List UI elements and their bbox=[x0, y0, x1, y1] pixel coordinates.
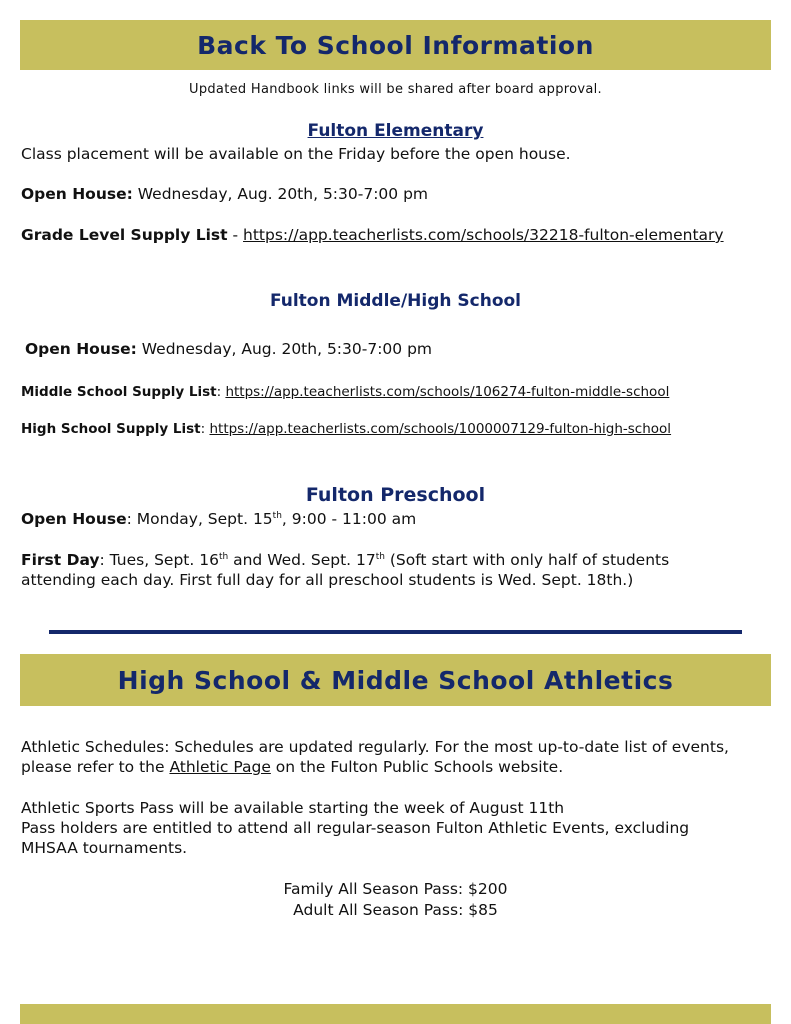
supply-list-separator: - bbox=[227, 226, 244, 244]
supply-list-label: Grade Level Supply List bbox=[21, 226, 228, 244]
first-day-date-2: and Wed. Sept. 17 bbox=[228, 551, 376, 569]
open-house-value: Wednesday, Aug. 20th, 5:30-7:00 pm bbox=[137, 185, 429, 203]
pass-line-1: Athletic Sports Pass will be available starting the week of August 11th bbox=[21, 799, 565, 817]
open-house-value: Wednesday, Aug. 20th, 5:30-7:00 pm bbox=[141, 340, 433, 358]
athletic-schedules bbox=[21, 737, 791, 777]
athletic-page-link[interactable]: Athletic Page bbox=[169, 758, 271, 776]
elementary-supply-list bbox=[21, 225, 724, 245]
first-day-label: First Day bbox=[21, 551, 100, 569]
ordinal-suffix: th bbox=[272, 510, 282, 521]
sports-pass-info bbox=[21, 798, 791, 858]
handbook-note: Updated Handbook links will be shared after board approval. bbox=[189, 82, 602, 97]
class-placement-text: Class placement will be available on the Friday before the open house. bbox=[21, 145, 571, 163]
section-title: High School & Middle School Athletics bbox=[117, 665, 674, 695]
preschool-open-house bbox=[21, 509, 416, 529]
athletics-banner bbox=[20, 654, 771, 706]
elementary-heading[interactable]: Fulton Elementary bbox=[307, 121, 484, 141]
hs-supply-separator: : bbox=[200, 421, 210, 437]
first-day-note-line2: attending each day. First full day for all preschool students is Wed. Sept. 18th.) bbox=[21, 571, 634, 589]
preschool-heading: Fulton Preschool bbox=[305, 484, 486, 506]
open-house-label: Open House bbox=[21, 510, 127, 528]
elementary-supply-link[interactable]: https://app.teacherlists.com/schools/32218-fulton-elementary bbox=[243, 226, 724, 244]
section-title: Back To School Information bbox=[197, 30, 594, 60]
hs-supply-list bbox=[21, 419, 671, 439]
schedules-line-1: Athletic Schedules: Schedules are updated regularly. For the most up-to-date list of events, bbox=[21, 738, 729, 756]
first-day-note: (Soft start with only half of students bbox=[384, 551, 670, 569]
ms-supply-link[interactable]: https://app.teacherlists.com/schools/106274-fulton-middle-school bbox=[225, 384, 670, 400]
next-section-banner bbox=[20, 1004, 771, 1024]
preschool-first-day bbox=[21, 550, 781, 590]
ms-supply-separator: : bbox=[216, 384, 226, 400]
family-pass-price: Family All Season Pass: $200 bbox=[283, 880, 508, 898]
open-house-time: , 9:00 - 11:00 am bbox=[281, 510, 417, 528]
pass-line-2: Pass holders are entitled to attend all regular-season Fulton Athletic Events, excluding bbox=[21, 819, 690, 837]
elementary-open-house bbox=[21, 184, 428, 204]
open-house-date: : Monday, Sept. 15 bbox=[126, 510, 273, 528]
hs-supply-label: High School Supply List bbox=[21, 421, 201, 437]
hs-supply-link[interactable]: https://app.teacherlists.com/schools/1000007129-fulton-high-school bbox=[209, 421, 672, 437]
schedules-line-2-pre: please refer to the bbox=[21, 758, 170, 776]
open-house-label: Open House: bbox=[21, 185, 133, 203]
adult-pass-price: Adult All Season Pass: $85 bbox=[293, 901, 498, 919]
ms-supply-label: Middle School Supply List bbox=[21, 384, 217, 400]
pass-line-3: MHSAA tournaments. bbox=[21, 839, 188, 857]
first-day-date-1: : Tues, Sept. 16 bbox=[99, 551, 219, 569]
ordinal-suffix: th bbox=[218, 551, 229, 562]
schedules-line-2-post: on the Fulton Public Schools website. bbox=[270, 758, 564, 776]
middle-high-open-house bbox=[25, 339, 432, 359]
back-to-school-banner bbox=[20, 20, 771, 70]
open-house-label: Open House: bbox=[25, 340, 137, 358]
middle-high-heading: Fulton Middle/High School bbox=[269, 291, 522, 311]
ms-supply-list bbox=[21, 382, 669, 402]
ordinal-suffix: th bbox=[375, 551, 385, 562]
section-divider bbox=[49, 630, 742, 634]
